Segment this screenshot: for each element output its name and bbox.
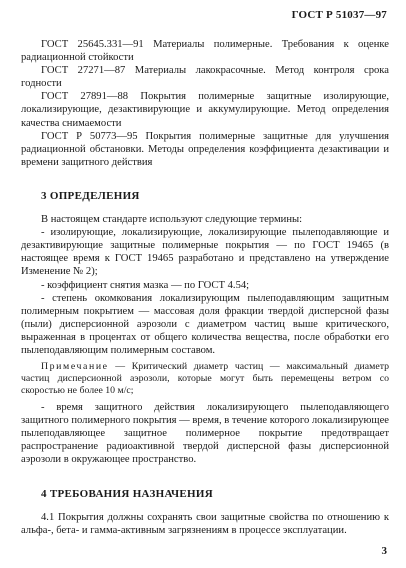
document-header-id: ГОСТ Р 51037—97 [291,9,387,21]
section-heading-requirements: 4 ТРЕБОВАНИЯ НАЗНАЧЕНИЯ [41,487,214,500]
reference-item: ГОСТ 25645.331—91 Материалы полимерные. Требования к оценке радиационной стойкости [21,39,389,64]
page-number: 3 [381,544,387,557]
reference-item: ГОСТ 27891—88 Покрытия полимерные защитные изолирующие, локализирующие, дезактивирующие и аккумулирующие. Метод определения качества снимаемости [21,91,389,129]
spacer [21,203,389,213]
definition-term: - время защитного действия локализирующего пылеподавляющего защитного полимерного покрытия — время, в течение которого локализирующее пылеподавляющее защитное полимерное покрытие предотвращает распространение радиоактивной твердой дисперсной фазы дисперсионной аэрозоли в окружающее пространство. [21,402,389,466]
spacer [21,501,389,511]
spacer [21,467,389,488]
reference-item: ГОСТ 27271—87 Материалы лакокрасочные. Метод контроля срока годности [21,65,389,90]
section-heading-definitions: 3 ОПРЕДЕЛЕНИЯ [41,189,140,202]
note-text: — Критический диаметр частиц — максимальный диаметр частиц дисперсионной аэрозоли, которые могут быть перемещены ветром со скоростью не более 10 м/с; [21,361,389,397]
definition-term: - коэффициент снятия мазка — по ГОСТ 4.54; [41,279,250,291]
page-content [21,38,389,537]
definitions-intro: В настоящем стандарте используют следующие термины: [41,214,303,226]
note-label: Примечание [41,361,109,373]
reference-item: ГОСТ Р 50773—95 Покрытия полимерные защитные для улучшения радиационной обстановки. Методы определения коэффициента дезактивации и времени защитного действия [21,130,389,168]
definition-note [21,361,389,397]
definition-term: - степень окомкования локализирующим пылеподавляющим защитным полимерным покрытием — массовая доля фракции твердой дисперсной фазы (пыли) дисперсионной аэрозоли с диаметром частиц выше критического, выраженная в процентах от общего количества вещества, после обработки его пылеподавляющим полимерным составом. [21,292,389,356]
spacer [21,169,389,190]
requirement-paragraph: 4.1 Покрытия должны сохранять свои защитные свойства по отношению к альфа-, бета- и гамма-активным загрязнениям в процессе эксплуатации. [21,511,389,536]
definition-term: - изолирующие, локализирующие, локализирующие пылеподавляющие и дезактивирующие защитные полимерные покрытия — по ГОСТ 19465 (в настоящее время к ГОСТ 19465 разработано и представлено на утверждение Изменение № 2); [21,227,389,278]
